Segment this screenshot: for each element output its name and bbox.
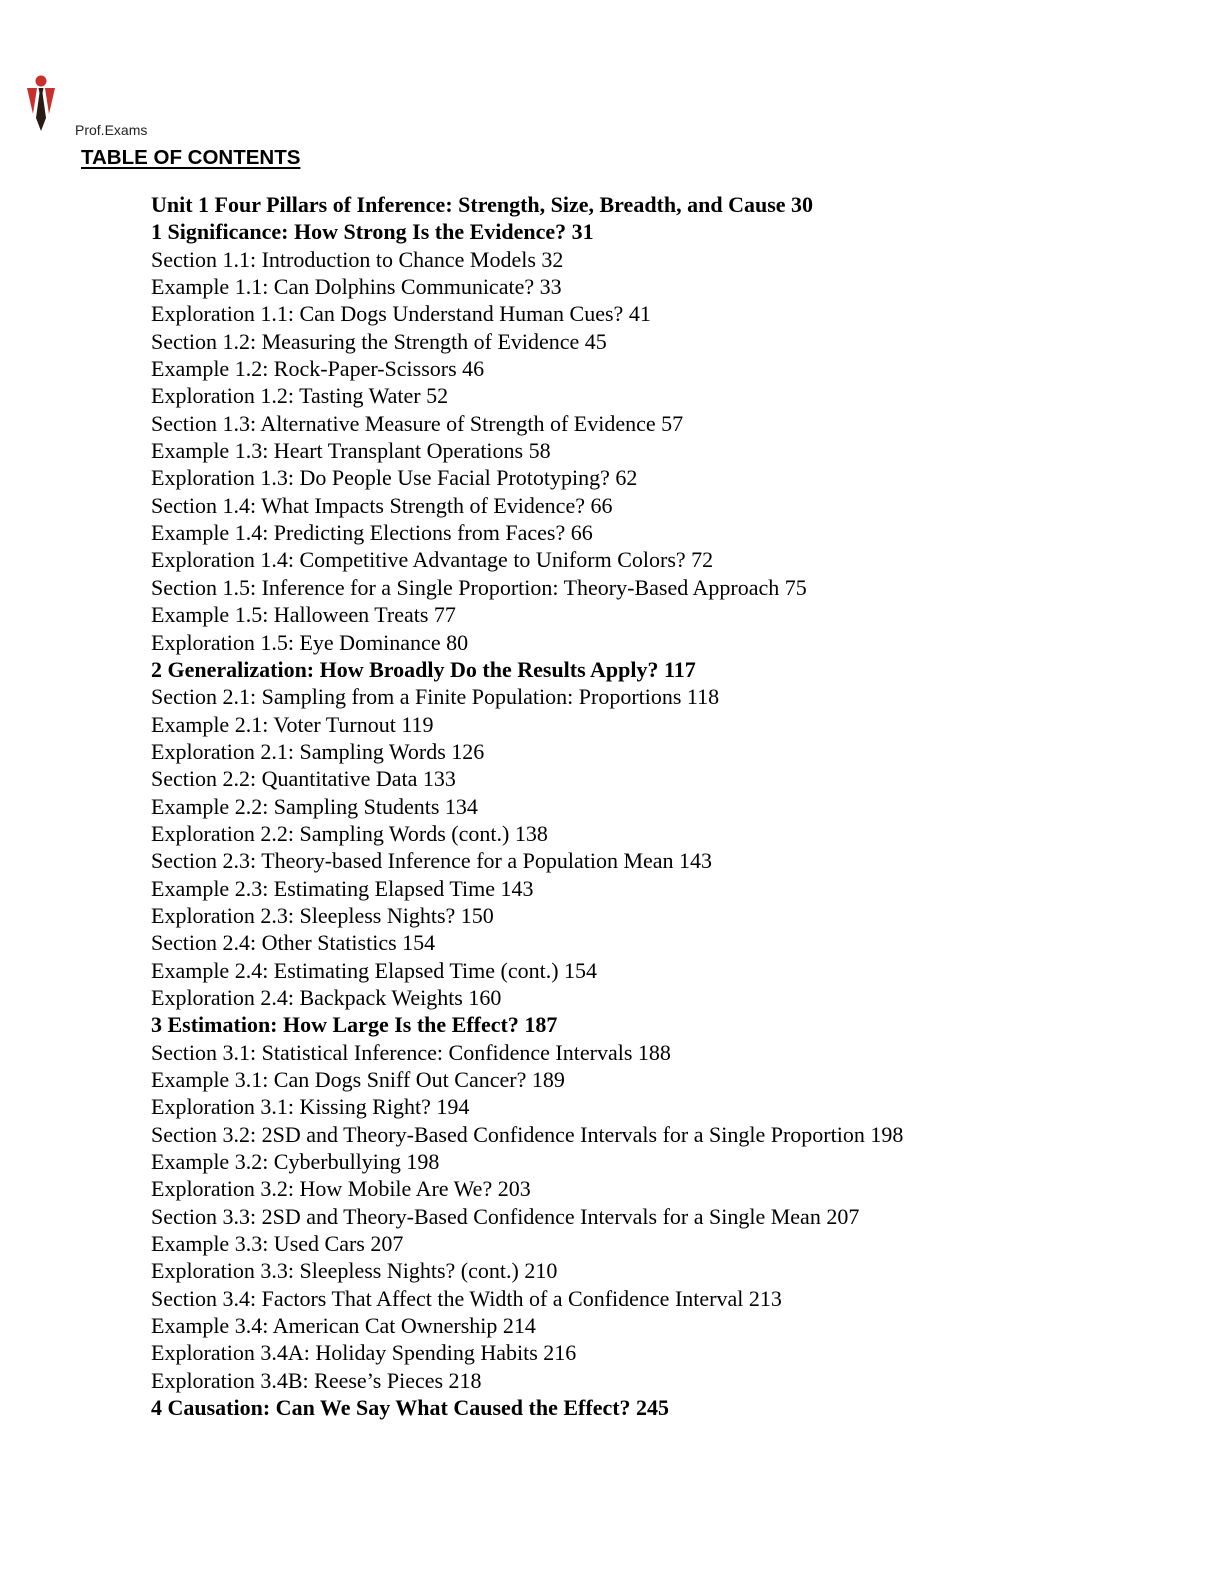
- toc-entry: Example 1.3: Heart Transplant Operations 58: [151, 438, 551, 464]
- toc-chapter-entry: 3 Estimation: How Large Is the Effect? 187: [151, 1012, 558, 1038]
- toc-entry: Exploration 3.4A: Holiday Spending Habits 216: [151, 1340, 577, 1366]
- toc-entry: Exploration 2.2: Sampling Words (cont.) 138: [151, 820, 548, 846]
- toc-entry: Exploration 1.4: Competitive Advantage to Uniform Colors? 72: [151, 547, 714, 573]
- toc-chapter-entry: 2 Generalization: How Broadly Do the Results Apply? 117: [151, 656, 696, 682]
- toc-entry: Example 2.2: Sampling Students 134: [151, 793, 478, 819]
- toc-entry: Section 3.2: 2SD and Theory-Based Confidence Intervals for a Single Proportion 198: [151, 1121, 904, 1147]
- toc-entry: Example 1.2: Rock-Paper-Scissors 46: [151, 356, 485, 382]
- toc-entry: Example 2.4: Estimating Elapsed Time (cont.) 154: [151, 957, 598, 983]
- toc-entry: Section 1.2: Measuring the Strength of Evidence 45: [151, 328, 607, 354]
- toc-entry: Example 2.3: Estimating Elapsed Time 143: [151, 875, 534, 901]
- toc-entry: Section 1.4: What Impacts Strength of Evidence? 66: [151, 492, 613, 518]
- toc-entry: Example 3.4: American Cat Ownership 214: [151, 1313, 536, 1339]
- toc-entry: Exploration 3.3: Sleepless Nights? (cont.) 210: [151, 1258, 558, 1284]
- toc-entry: Example 3.3: Used Cars 207: [151, 1231, 404, 1257]
- toc-chapter-entry: Unit 1 Four Pillars of Inference: Strength, Size, Breadth, and Cause 30: [151, 192, 814, 217]
- toc-entry: Section 3.1: Statistical Inference: Confidence Intervals 188: [151, 1039, 671, 1065]
- toc-entry: Section 2.4: Other Statistics 154: [151, 930, 436, 956]
- toc-entry: Example 2.1: Voter Turnout 119: [151, 711, 434, 737]
- toc-chapter-entry: 1 Significance: How Strong Is the Evidence? 31: [151, 219, 594, 245]
- toc-heading: TABLE OF CONTENTS: [81, 146, 301, 169]
- toc-entry: Exploration 3.4B: Reese’s Pieces 218: [151, 1367, 482, 1393]
- toc-entry: Exploration 1.2: Tasting Water 52: [151, 383, 449, 409]
- toc-list: [151, 191, 903, 1421]
- toc-entry: Example 1.1: Can Dolphins Communicate? 33: [151, 274, 562, 300]
- toc-entry: Section 1.5: Inference for a Single Proportion: Theory-Based Approach 75: [151, 574, 807, 600]
- toc-entry: Exploration 3.2: How Mobile Are We? 203: [151, 1176, 531, 1202]
- toc-entry: Exploration 1.1: Can Dogs Understand Human Cues? 41: [151, 301, 651, 327]
- toc-entry: Exploration 2.1: Sampling Words 126: [151, 738, 485, 764]
- toc-entry: Example 3.2: Cyberbullying 198: [151, 1149, 440, 1175]
- toc-entry: Section 1.1: Introduction to Chance Models 32: [151, 246, 564, 272]
- toc-entry: Section 2.2: Quantitative Data 133: [151, 766, 456, 792]
- businessman-tie-icon: [24, 74, 58, 132]
- toc-entry: Exploration 2.4: Backpack Weights 160: [151, 984, 502, 1010]
- toc-entry: Section 1.3: Alternative Measure of Strength of Evidence 57: [151, 410, 684, 436]
- toc-entry: Exploration 1.5: Eye Dominance 80: [151, 629, 469, 655]
- toc-entry: Section 3.3: 2SD and Theory-Based Confidence Intervals for a Single Mean 207: [151, 1203, 860, 1229]
- brand-name: Prof.Exams: [75, 122, 148, 138]
- toc-entry: Section 2.1: Sampling from a Finite Population: Proportions 118: [151, 684, 720, 710]
- toc-chapter-entry: 4 Causation: Can We Say What Caused the Effect? 245: [151, 1395, 670, 1421]
- toc-entry: Exploration 1.3: Do People Use Facial Prototyping? 62: [151, 465, 638, 491]
- toc-entry: Example 1.4: Predicting Elections from Faces? 66: [151, 520, 593, 546]
- toc-entry: Example 1.5: Halloween Treats 77: [151, 602, 456, 628]
- toc-entry: Example 3.1: Can Dogs Sniff Out Cancer? 189: [151, 1067, 565, 1092]
- toc-entry: Section 3.4: Factors That Affect the Width of a Confidence Interval 213: [151, 1285, 782, 1311]
- toc-entry: Section 2.3: Theory-based Inference for a Population Mean 143: [151, 848, 713, 874]
- toc-entry: Exploration 3.1: Kissing Right? 194: [151, 1094, 470, 1120]
- toc-entry: Exploration 2.3: Sleepless Nights? 150: [151, 902, 494, 928]
